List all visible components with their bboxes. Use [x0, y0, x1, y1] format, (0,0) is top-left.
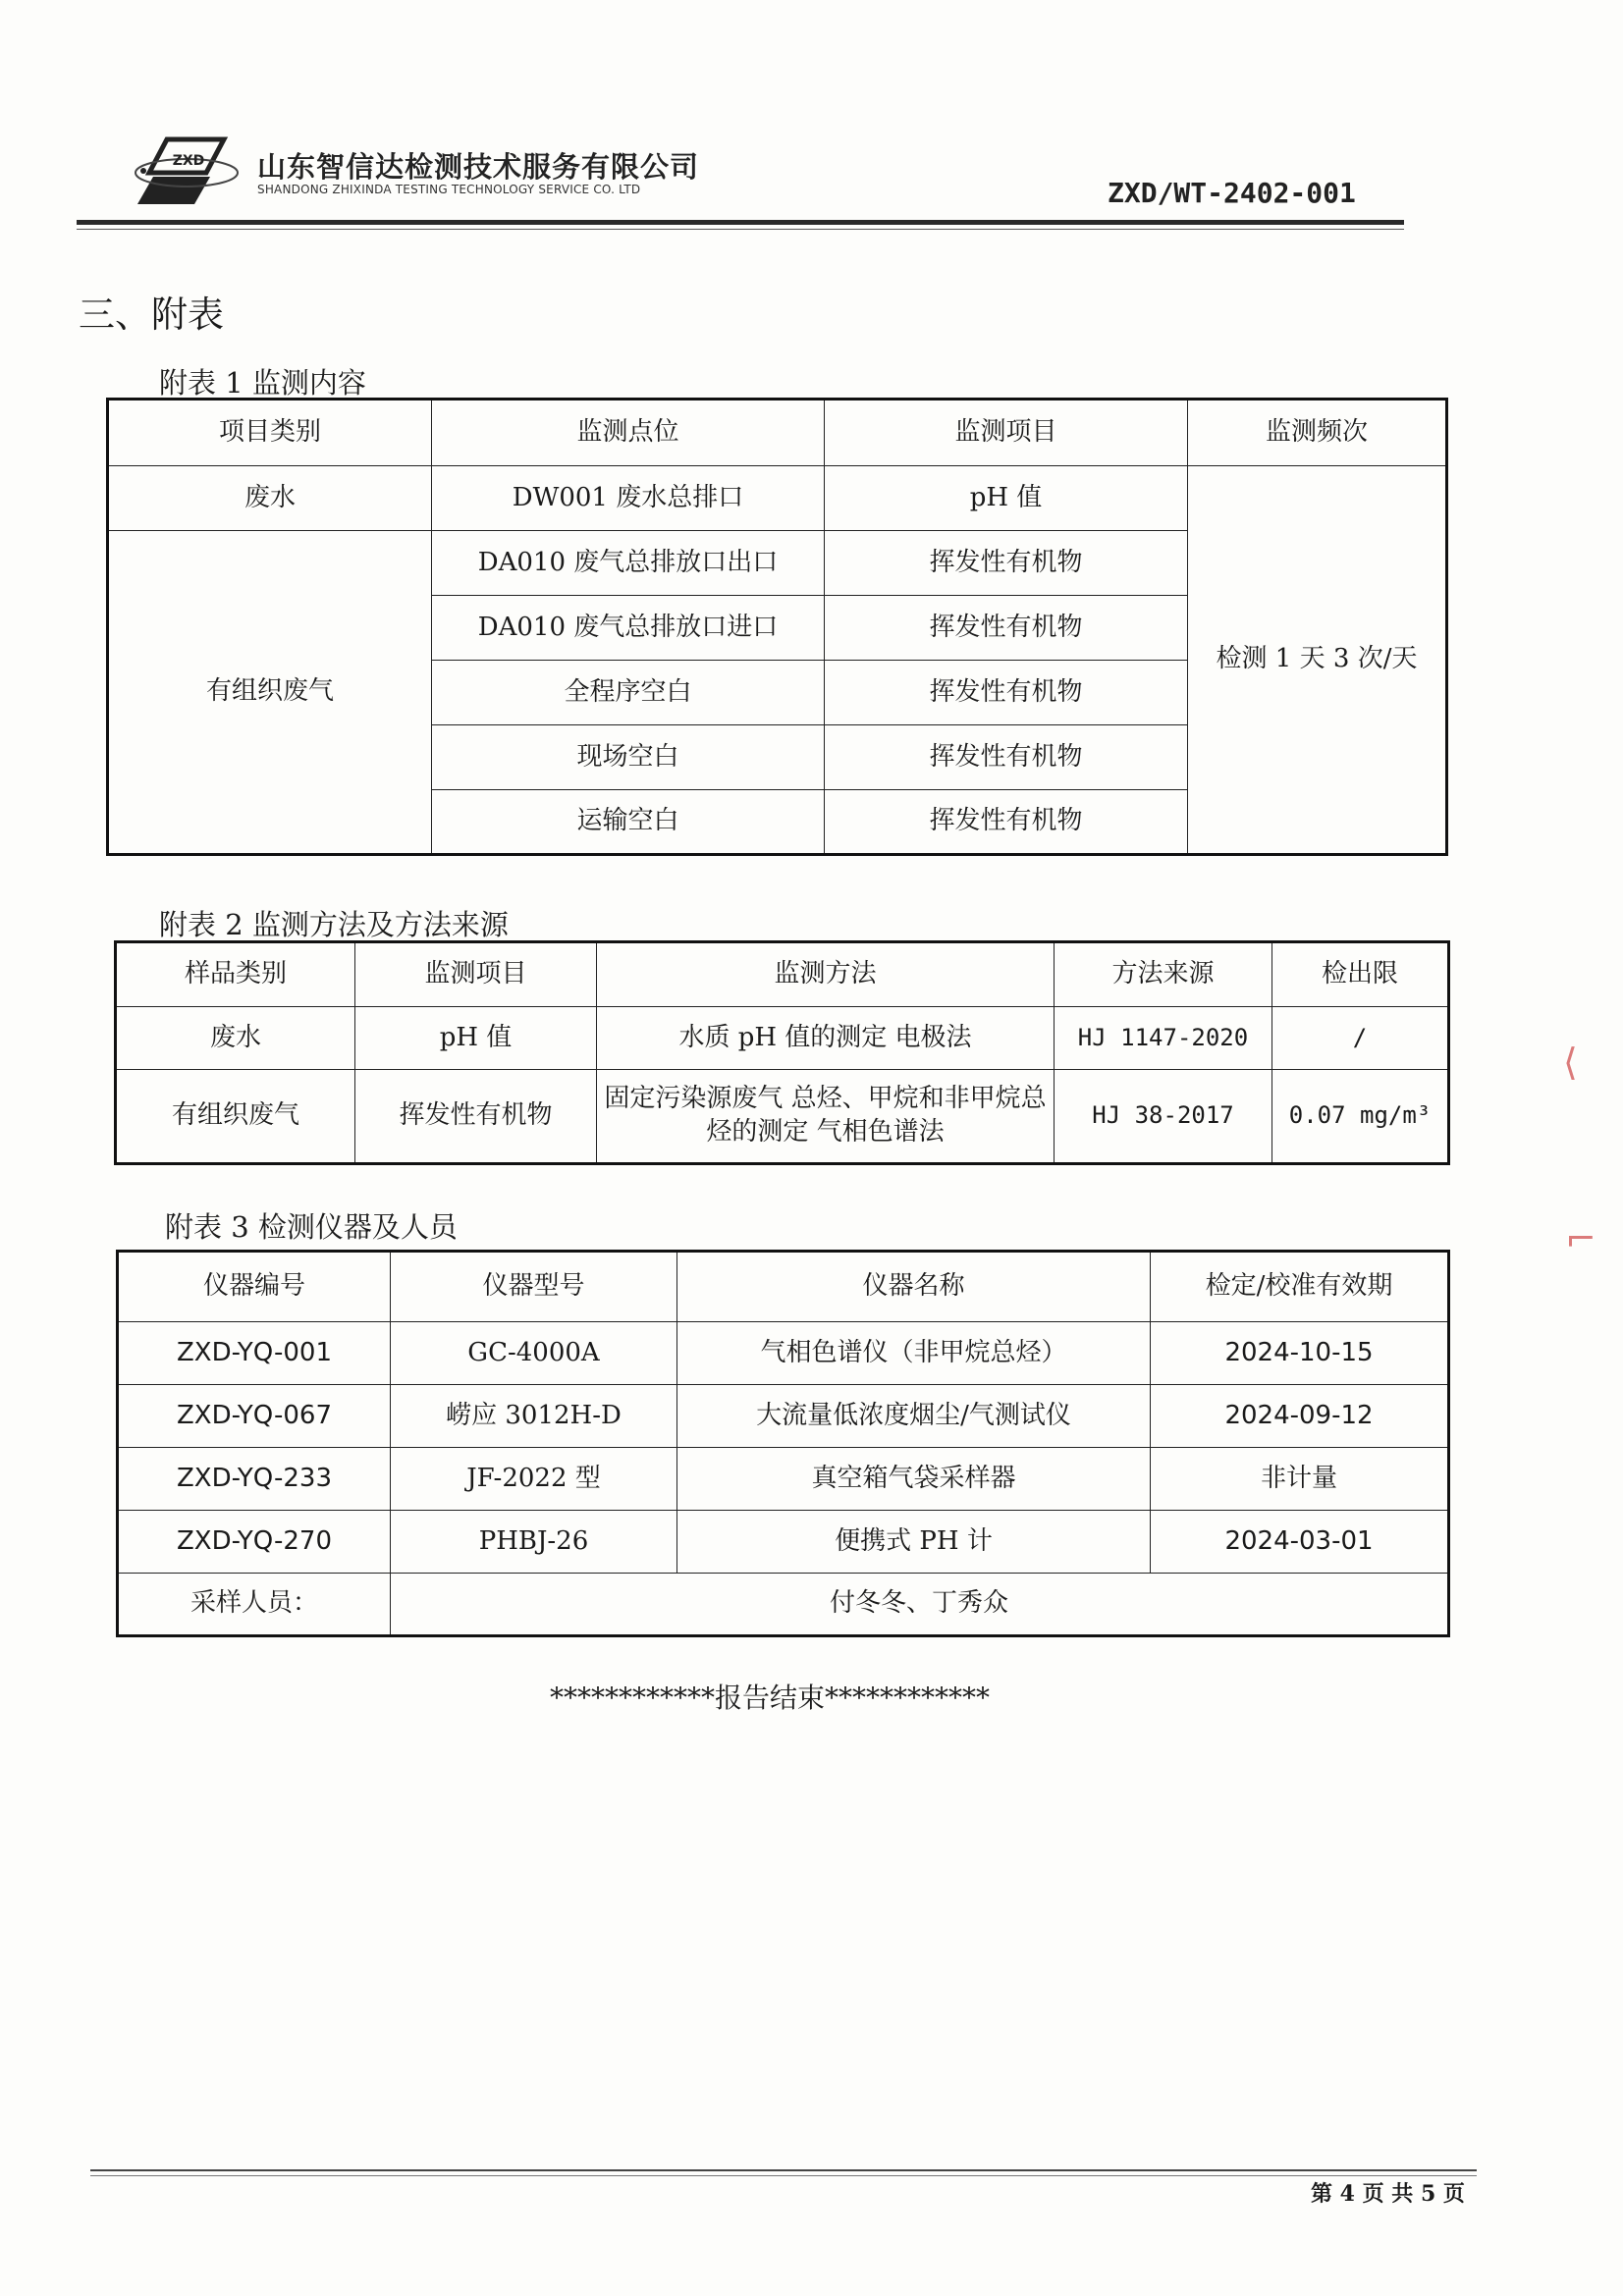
table-row [116, 1070, 1449, 1164]
table-header-row [108, 400, 1447, 466]
method-cell: 水质 pH 值的测定 电极法 [597, 1007, 1055, 1070]
table1-title: 附表 1 监测内容 [159, 366, 366, 400]
report-end-marker: ************报告结束************ [550, 1682, 991, 1714]
instrument-id-cell: ZXD-YQ-233 [118, 1448, 391, 1511]
frequency-cell: 检测 1 天 3 次/天 [1188, 466, 1447, 855]
valid-date-cell: 2024-03-01 [1151, 1511, 1449, 1574]
header-rule [77, 220, 1404, 225]
name-cell: 气相色谱仪（非甲烷总烃） [677, 1322, 1151, 1385]
item-cell: 挥发性有机物 [825, 531, 1188, 596]
table-row [116, 1007, 1449, 1070]
valid-date-cell: 非计量 [1151, 1448, 1449, 1511]
model-cell: 崂应 3012H-D [391, 1385, 677, 1448]
monitoring-content-table [106, 398, 1448, 856]
header-cell: 监测点位 [432, 400, 825, 466]
item-cell: 挥发性有机物 [355, 1070, 597, 1164]
name-cell: 便携式 PH 计 [677, 1511, 1151, 1574]
page-number: 第 4 页 共 5 页 [1311, 2181, 1465, 2207]
header-cell: 仪器型号 [391, 1252, 677, 1322]
document-number: ZXD/WT-2402-001 [1108, 177, 1356, 209]
valid-date-cell: 2024-09-12 [1151, 1385, 1449, 1448]
item-cell: pH 值 [825, 466, 1188, 531]
name-cell: 大流量低浓度烟尘/气测试仪 [677, 1385, 1151, 1448]
table-header-row [118, 1252, 1449, 1322]
staff-label: 采样人员： [118, 1574, 391, 1636]
name-cell: 真空箱气袋采样器 [677, 1448, 1151, 1511]
instrument-id-cell: ZXD-YQ-001 [118, 1322, 391, 1385]
footer-rule-thin [90, 2175, 1477, 2176]
table-header-row [116, 942, 1449, 1007]
header-cell: 检出限 [1272, 942, 1449, 1007]
table-row [118, 1322, 1449, 1385]
logo-text: ZXD [172, 153, 205, 169]
header-cell: 监测项目 [355, 942, 597, 1007]
category-cell: 废水 [116, 1007, 355, 1070]
instrument-table [116, 1250, 1450, 1637]
point-cell: DA010 废气总排放口进口 [432, 596, 825, 661]
category-cell: 有组织废气 [116, 1070, 355, 1164]
header-cell: 监测项目 [825, 400, 1188, 466]
header-cell: 监测方法 [597, 942, 1055, 1007]
point-cell: DA010 废气总排放口出口 [432, 531, 825, 596]
method-cell: 固定污染源废气 总烃、甲烷和非甲烷总烃的测定 气相色谱法 [597, 1070, 1055, 1164]
category-cell: 有组织废气 [108, 531, 432, 855]
table-row [118, 1385, 1449, 1448]
company-name-en: SHANDONG ZHIXINDA TESTING TECHNOLOGY SERVICE CO. LTD [257, 183, 641, 196]
point-cell: 运输空白 [432, 790, 825, 855]
header-cell: 监测频次 [1188, 400, 1447, 466]
source-cell: HJ 38-2017 [1055, 1070, 1272, 1164]
header-cell: 仪器编号 [118, 1252, 391, 1322]
item-cell: 挥发性有机物 [825, 661, 1188, 725]
company-logo [130, 133, 247, 210]
limit-cell: / [1272, 1007, 1449, 1070]
point-cell: 全程序空白 [432, 661, 825, 725]
table-row [108, 466, 1447, 531]
staff-names: 付冬冬、丁秀众 [391, 1574, 1449, 1636]
staff-row [118, 1574, 1449, 1636]
instrument-id-cell: ZXD-YQ-067 [118, 1385, 391, 1448]
header-cell: 方法来源 [1055, 942, 1272, 1007]
model-cell: JF-2022 型 [391, 1448, 677, 1511]
valid-date-cell: 2024-10-15 [1151, 1322, 1449, 1385]
header-cell: 检定/校准有效期 [1151, 1252, 1449, 1322]
item-cell: 挥发性有机物 [825, 725, 1188, 790]
header-cell: 仪器名称 [677, 1252, 1151, 1322]
model-cell: GC-4000A [391, 1322, 677, 1385]
table-row [118, 1511, 1449, 1574]
model-cell: PHBJ-26 [391, 1511, 677, 1574]
company-name-cn: 山东智信达检测技术服务有限公司 [257, 150, 700, 184]
monitoring-method-table [114, 940, 1450, 1165]
table3-title: 附表 3 检测仪器及人员 [165, 1210, 458, 1244]
header-rule-thin [77, 229, 1404, 230]
seal-fragment: ⟨ [1563, 1041, 1578, 1084]
source-cell: HJ 1147-2020 [1055, 1007, 1272, 1070]
section-title: 三、附表 [79, 294, 224, 336]
header-cell: 样品类别 [116, 942, 355, 1007]
item-cell: pH 值 [355, 1007, 597, 1070]
footer-rule [90, 2169, 1477, 2171]
category-cell: 废水 [108, 466, 432, 531]
table-row [118, 1448, 1449, 1511]
point-cell: DW001 废水总排口 [432, 466, 825, 531]
item-cell: 挥发性有机物 [825, 596, 1188, 661]
limit-cell: 0.07 mg/m³ [1272, 1070, 1449, 1164]
table2-title: 附表 2 监测方法及方法来源 [159, 908, 509, 941]
instrument-id-cell: ZXD-YQ-270 [118, 1511, 391, 1574]
header-cell: 项目类别 [108, 400, 432, 466]
item-cell: 挥发性有机物 [825, 790, 1188, 855]
point-cell: 现场空白 [432, 725, 825, 790]
seal-fragment: ⌐ [1565, 1217, 1596, 1260]
